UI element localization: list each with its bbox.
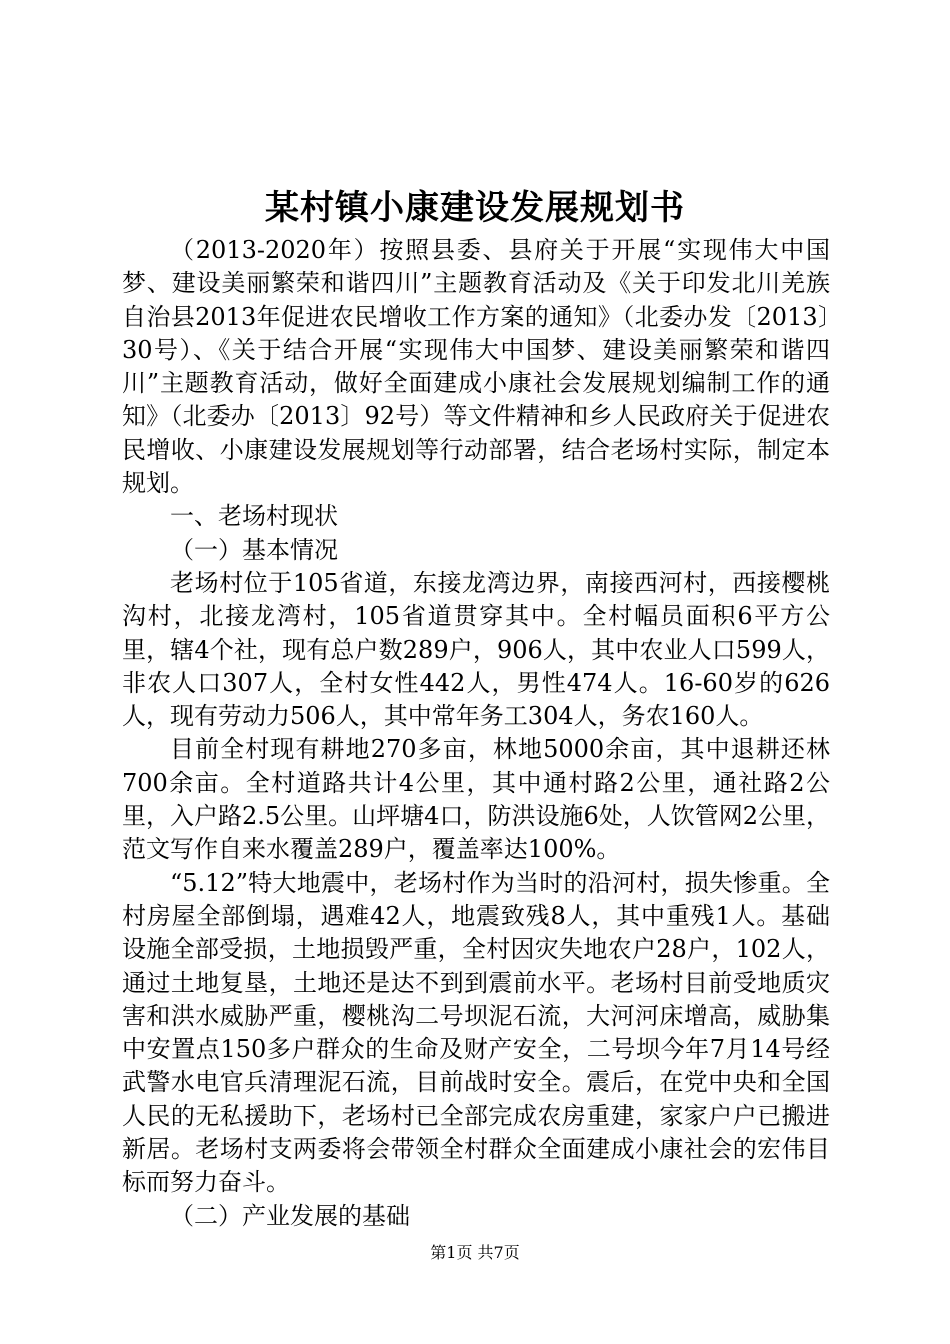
page-number-footer: 第1页 共7页 xyxy=(430,1243,520,1262)
document-title: 某村镇小康建设发展规划书 xyxy=(265,188,685,228)
document-body xyxy=(122,234,830,1233)
land-infrastructure-paragraph: 目前全村现有耕地270多亩，林地5000余亩，其中退耕还林700余亩。全村道路共计4公里，其中通村路2公里，通社路2公里，入户路2.5公里。山坪塘4口，防洪设施6处，人饮管网2公里，范文写作自来水覆盖289户，覆盖率达100%。 xyxy=(122,735,830,864)
earthquake-paragraph: “5.12”特大地震中，老场村作为当时的沿河村，损失惨重。全村房屋全部倒塌，遇难42人，地震致残8人，其中重残1人。基础设施全部受损，土地损毁严重，全村因灾失地农户28户，102人，通过土地复垦，土地还是达不到到震前水平。老场村目前受地质灾害和洪水威胁严重，樱桃沟二号坝泥石流，大河河床增高，威胁集中安置点150多户群众的生命及财产安全，二号坝今年7月14号经武警水电官兵清理泥石流，目前战时安全。震后，在党中央和全国人民的无私援助下，老场村已全部完成农房重建，家家户户已搬进新居。老场村支两委将会带领全村群众全面建成小康社会的宏伟目标而努力奋斗。 xyxy=(122,868,830,1197)
subsection-heading-basic-info: （一）基本情况 xyxy=(170,535,338,564)
section-heading-status: 一、老场村现状 xyxy=(170,502,338,531)
intro-paragraph: （2013-2020年）按照县委、县府关于开展“实现伟大中国梦、建设美丽繁荣和谐四川”主题教育活动及《关于印发北川羌族自治县2013年促进农民增收工作方案的通知》（北委办发〔2013〕30号）、《关于结合开展“实现伟大中国梦、建设美丽繁荣和谐四川”主题教育活动，做好全面建成小康社会发展规划编制工作的通知》（北委办〔2013〕92号）等文件精神和乡人民政府关于促进农民增收、小康建设发展规划等行动部署，结合老场村实际，制定本规划。 xyxy=(122,236,830,498)
subsection-heading-industry: （二）产业发展的基础 xyxy=(170,1201,410,1230)
basic-info-paragraph: 老场村位于105省道，东接龙湾边界，南接西河村，西接樱桃沟村，北接龙湾村，105省道贯穿其中。全村幅员面积6平方公里，辖4个社，现有总户数289户，906人，其中农业人口599人，非农人口307人，全村女性442人，男性474人。16-60岁的626人，现有劳动力506人，其中常年务工304人，务农160人。 xyxy=(122,568,830,731)
